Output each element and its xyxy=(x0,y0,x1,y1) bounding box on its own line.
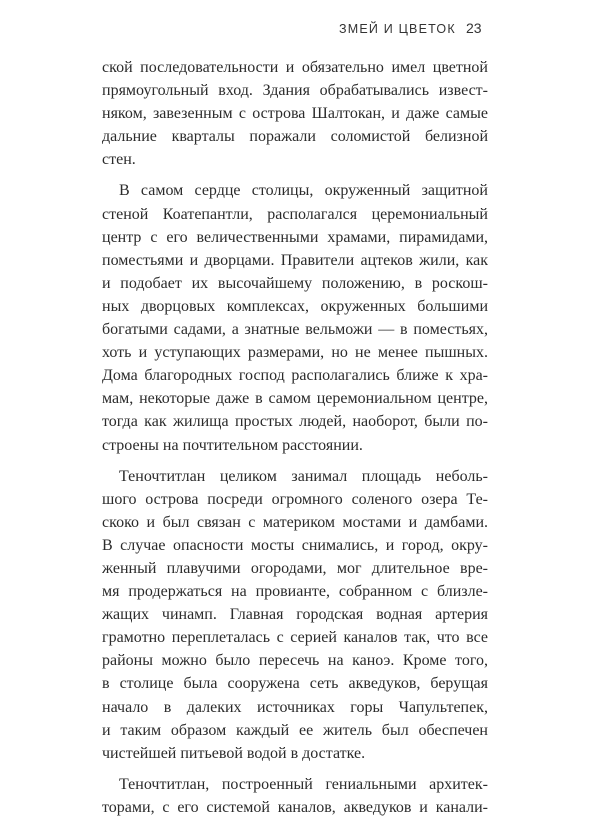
text-line: Дома благородных господ располагались ближе к хра- xyxy=(102,367,488,385)
text-line: центр с его величественными храмами, пирамидами, xyxy=(102,228,488,246)
text-line: стеной Коатепантли, располагался церемониальный xyxy=(102,205,488,223)
text-line: ской последовательности и обязательно имел цветной xyxy=(102,59,488,76)
text-line: и таким образом каждый ее житель был обеспечен xyxy=(102,721,488,739)
text-line: стен. xyxy=(102,151,136,169)
text-line: шого острова посреди огромного соленого озера Те- xyxy=(102,490,488,508)
text-line: начало в далеких источниках горы Чапультепек, xyxy=(102,698,488,716)
text-line: поместьями и дворцами. Правители ацтеков жили, как xyxy=(102,251,488,269)
text-line: няком, завезенным с острова Шалтокан, и даже самые xyxy=(102,105,488,123)
text-line: хоть и уступающих размерами, но не менее пышных. xyxy=(102,344,488,362)
text-line: строены на почтительном расстоянии. xyxy=(102,436,363,454)
text-line: в столице была сооружена сеть акведуков, берущая xyxy=(102,675,488,693)
paragraph xyxy=(102,773,488,819)
text-line: женный плавучими огородами, мог длительное вре- xyxy=(102,559,488,577)
text-line: и подобает их высочайшему положению, в роскош- xyxy=(102,274,488,292)
running-title: ЗМЕЙ И ЦВЕТОК xyxy=(339,22,456,36)
text-line: скоко и был связан с материком мостами и дамбами. xyxy=(102,513,488,531)
text-line: Теночтитлан целиком занимал площадь неболь- xyxy=(119,467,488,485)
text-line: Теночтитлан, построенный гениальными архитек- xyxy=(119,775,488,793)
text-line: мам, некоторые даже в самом церемониальном центре, xyxy=(102,390,488,408)
text-line: В случае опасности мосты снимались, и город, окру- xyxy=(102,536,488,554)
paragraph xyxy=(102,179,488,456)
running-head xyxy=(0,20,600,42)
text-line: ных дворцовых комплексах, окруженных большими xyxy=(102,297,488,315)
text-line: районы можно было пересечь на каноэ. Кроме того, xyxy=(102,652,488,670)
paragraph xyxy=(102,56,488,171)
text-line: жащих чинамп. Главная городская водная артерия xyxy=(102,606,488,624)
text-line: дальние кварталы поражали соломистой белизной xyxy=(102,128,488,146)
text-line: прямоугольный вход. Здания обрабатывались извест- xyxy=(102,82,488,100)
text-line: торами, с его системой каналов, акведуков и канали- xyxy=(102,798,488,816)
text-line: богатыми садами, а знатные вельможи — в поместьях, xyxy=(102,321,488,339)
text-line: мя продержаться на провианте, собранном с близле- xyxy=(102,583,488,601)
text-line: грамотно переплеталась с серией каналов так, что все xyxy=(102,629,488,647)
body-text xyxy=(102,56,488,819)
text-line: чистейшей питьевой водой в достатке. xyxy=(102,744,366,762)
text-line: В самом сердце столицы, окруженный защитной xyxy=(119,182,488,200)
paragraph xyxy=(102,465,488,765)
page-number: 23 xyxy=(466,20,482,36)
text-line: тогда как жилища простых людей, наоборот, были по- xyxy=(102,413,488,431)
